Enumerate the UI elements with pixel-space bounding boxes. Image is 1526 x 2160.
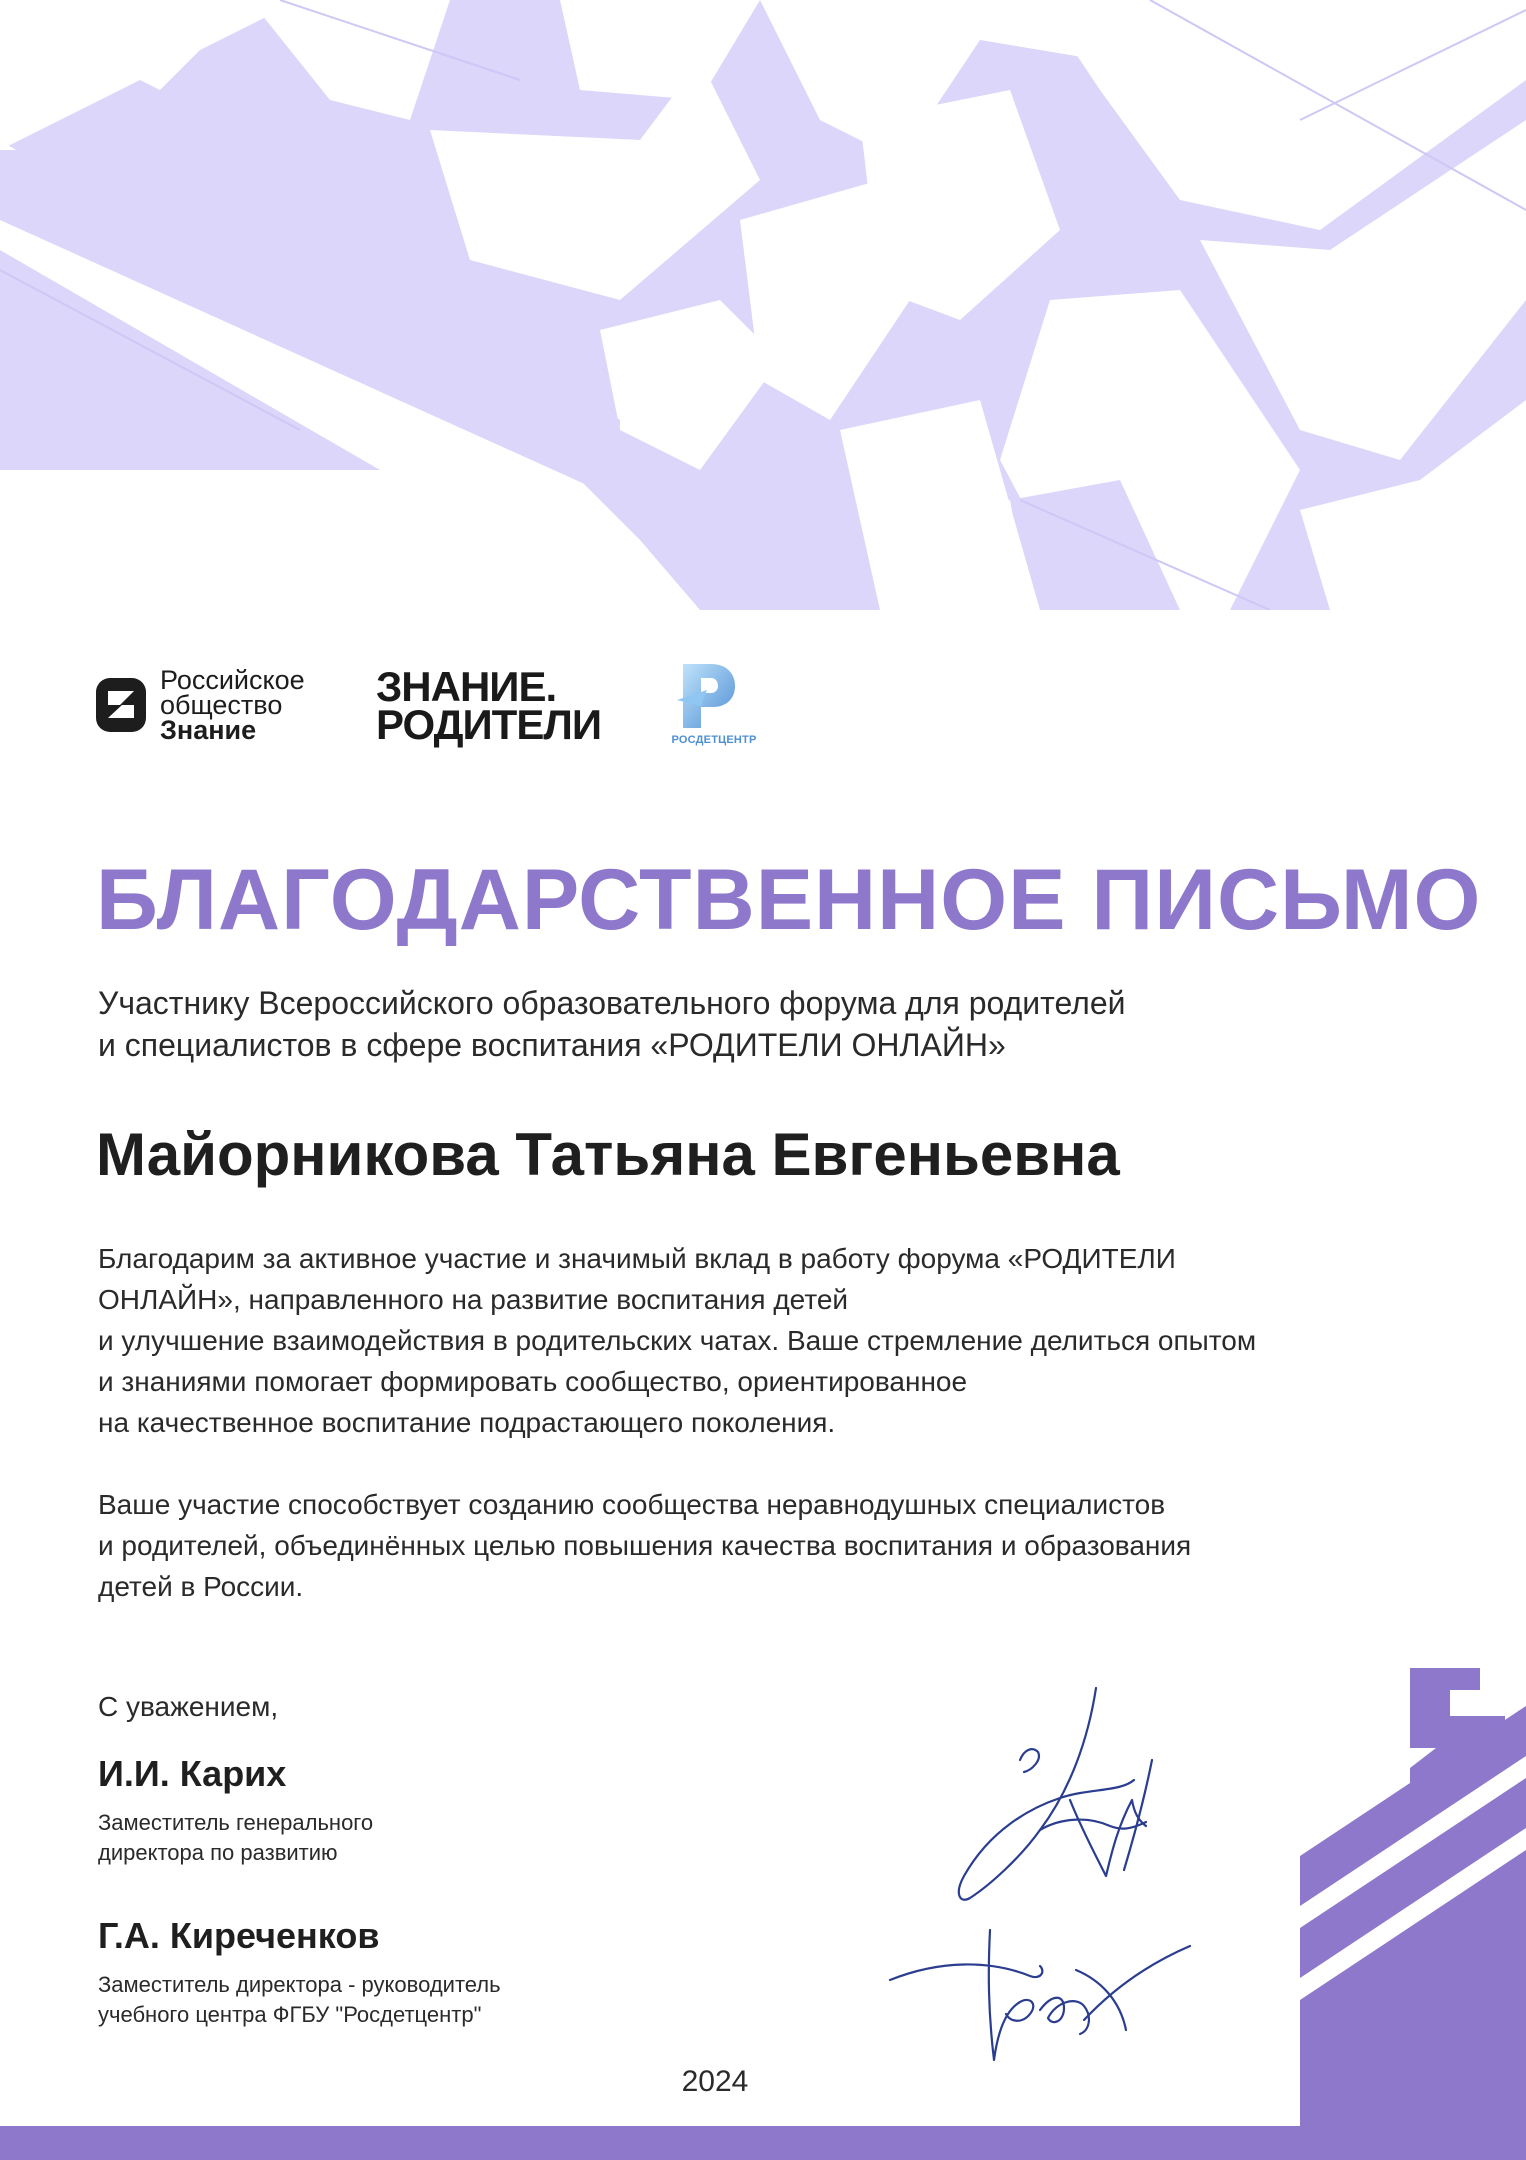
- signer-2-position: [98, 1970, 618, 2030]
- paragraph-line: и знаниями помогает формировать сообщество, ориентированное: [98, 1366, 968, 1397]
- znanie-parents-logo: [376, 663, 602, 748]
- paragraph-line: и улучшение взаимодействия в родительских чатах. Ваше стремление делиться опытом: [98, 1325, 1257, 1356]
- paragraph-1: [98, 1238, 1438, 1443]
- znanie-parents-line-2: РОДИТЕЛИ: [376, 701, 602, 748]
- paragraph-line: и родителей, объединённых целью повышения качества воспитания и образования: [98, 1530, 1192, 1561]
- paragraph-line: Благодарим за активное участие и значимый вклад в работу форума «РОДИТЕЛИ: [98, 1243, 1176, 1274]
- decorative-pattern-top: [0, 0, 1526, 610]
- decorative-z-corner: [1300, 1660, 1526, 2126]
- rosdetcentr-logo: [659, 660, 779, 756]
- signer-1-position-line: директора по развитию: [98, 1840, 338, 1865]
- rosdetcentr-r-icon: [677, 660, 737, 732]
- year: 2024: [681, 2065, 749, 2098]
- znanie-society-logo: [96, 665, 356, 748]
- paragraph-line: на качественное воспитание подрастающего поколения.: [98, 1407, 836, 1438]
- subtitle: [98, 982, 1398, 1066]
- paragraph-line: Ваше участие способствует созданию сообщества неравнодушных специалистов: [98, 1489, 1166, 1520]
- subtitle-line: Участнику Всероссийского образовательного форума для родителей: [98, 985, 1126, 1021]
- recipient-name: Майорникова Татьяна Евгеньевна: [96, 1121, 1120, 1188]
- closing-regards: С уважением,: [98, 1691, 279, 1722]
- signer-1-position: [98, 1808, 618, 1868]
- subtitle-line: и специалистов в сфере воспитания «РОДИТЕЛИ ОНЛАЙН»: [98, 1027, 1006, 1063]
- znanie-society-line-3: Знание: [160, 715, 257, 745]
- logo-row: [96, 660, 796, 760]
- signer-2-position-line: учебного центра ФГБУ "Росдетцентр": [98, 2002, 482, 2027]
- znanie-society-line-2: общество: [160, 690, 283, 720]
- paragraph-line: детей в России.: [98, 1571, 304, 1602]
- rosdetcentr-caption: РОСДЕТЦЕНТР: [671, 734, 757, 746]
- signature-2: [880, 1910, 1200, 2080]
- document-title: БЛАГОДАРСТВЕННОЕ ПИСЬМО: [96, 852, 1482, 948]
- znanie-z-icon: [96, 678, 146, 732]
- bottom-band: [0, 2126, 1526, 2160]
- znanie-parents-line-1: ЗНАНИЕ.: [376, 663, 557, 710]
- signer-2-name: Г.А. Киреченков: [98, 1915, 380, 1956]
- signer-1-name: И.И. Карих: [98, 1753, 287, 1794]
- znanie-society-line-1: Российское: [160, 665, 305, 695]
- paragraph-2: [98, 1484, 1438, 1607]
- signer-1-position-line: Заместитель генерального: [98, 1810, 374, 1835]
- signer-2-position-line: Заместитель директора - руководитель: [98, 1972, 501, 1997]
- signature-1: [920, 1680, 1180, 1920]
- paragraph-line: ОНЛАЙН», направленного на развитие воспитания детей: [98, 1284, 849, 1315]
